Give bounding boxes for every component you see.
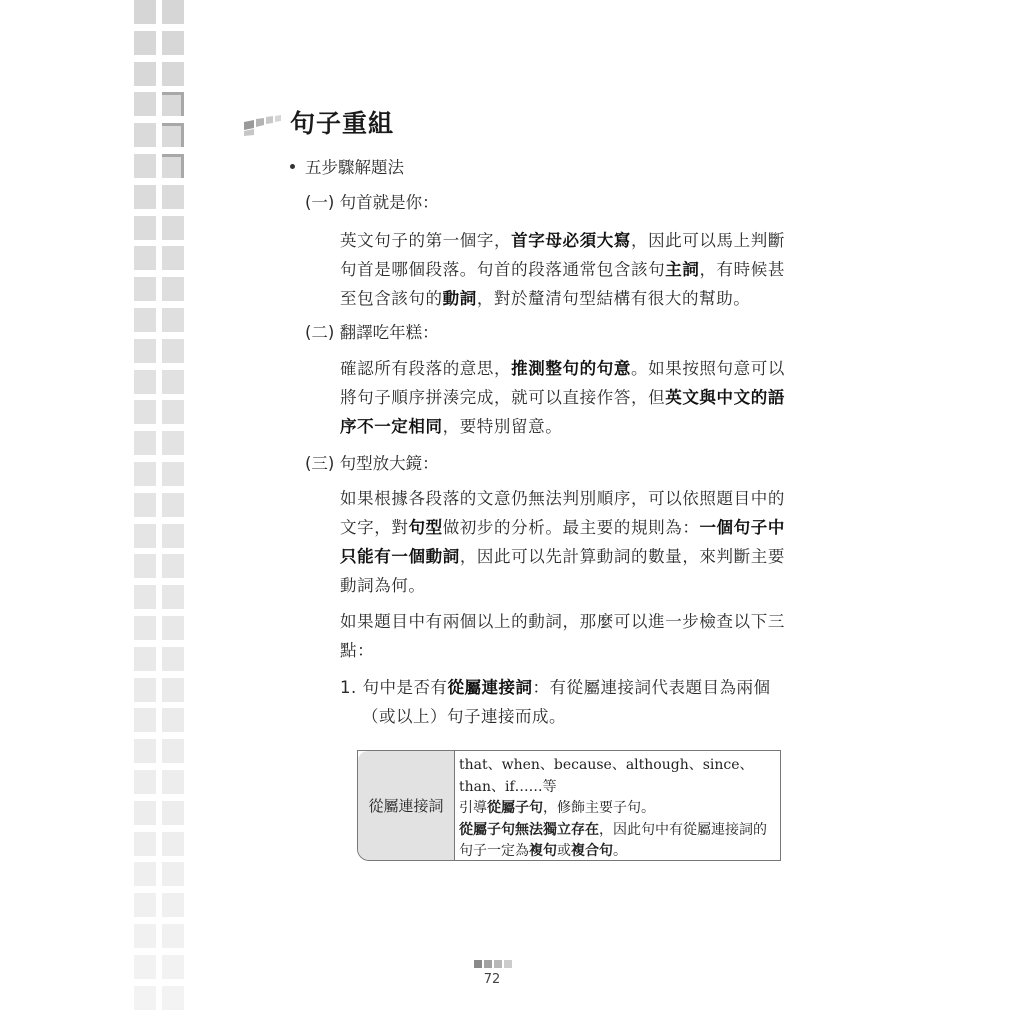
decorative-tile xyxy=(162,893,184,917)
decorative-tile xyxy=(162,739,184,763)
decorative-tile-strip xyxy=(134,0,188,1024)
decorative-tile xyxy=(162,955,184,979)
decorative-tile xyxy=(134,462,156,486)
decorative-tile xyxy=(134,339,156,363)
decorative-tile xyxy=(162,924,184,948)
decorative-tile xyxy=(134,370,156,394)
decorative-tile xyxy=(134,92,156,116)
decorative-tile xyxy=(134,400,156,424)
step-1-heading: (一) 句首就是你： xyxy=(305,193,439,212)
decorative-tile xyxy=(162,801,184,825)
decorative-tile xyxy=(134,770,156,794)
decorative-tile xyxy=(134,277,156,301)
decorative-tile xyxy=(134,31,156,55)
step-1-paragraph: 英文句子的第一個字，首字母必須大寫，因此可以馬上判斷句首是哪個段落。句首的段落通常包含該句主詞，有時候甚至包含該句的動詞，對於釐清句型結構有很大的幫助。 xyxy=(340,231,785,308)
subordinating-conjunction-table xyxy=(357,750,781,861)
table-label-cell: 從屬連接詞 xyxy=(358,751,455,860)
step-3-heading: (三) 句型放大鏡： xyxy=(305,454,439,473)
page-title: 句子重組 xyxy=(290,109,395,138)
table-line-3: 從屬子句無法獨立存在，因此句中有從屬連接詞的句子一定為複句或複合句。 xyxy=(459,821,767,859)
decorative-tile xyxy=(134,585,156,609)
decorative-tile xyxy=(162,493,184,517)
decorative-tile xyxy=(162,647,184,671)
decorative-tile xyxy=(162,216,184,240)
decorative-tile xyxy=(162,0,184,24)
decorative-tile xyxy=(134,924,156,948)
decorative-tile xyxy=(162,616,184,640)
step-3-paragraph: 如果根據各段落的文意仍無法判別順序，可以依照題目中的文字，對句型做初步的分析。最主要的規則為：一個句子中只能有一個動詞，因此可以先計算動詞的數量，來判斷主要動詞為何。 xyxy=(340,489,785,595)
step-2-heading: (二) 翻譯吃年糕： xyxy=(305,323,439,342)
decorative-tile xyxy=(134,832,156,856)
decorative-tile xyxy=(162,277,184,301)
decorative-tile xyxy=(134,647,156,671)
decorative-tile xyxy=(162,770,184,794)
decorative-tile xyxy=(134,616,156,640)
decorative-tile xyxy=(134,246,156,270)
decorative-tile xyxy=(134,893,156,917)
decorative-tile xyxy=(134,154,156,178)
decorative-tile xyxy=(162,862,184,886)
decorative-tile xyxy=(134,431,156,455)
decorative-tile xyxy=(134,524,156,548)
decorative-tile xyxy=(162,185,184,209)
step-2-paragraph: 確認所有段落的意思，推測整句的句意。如果按照句意可以將句子順序拼湊完成，就可以直接作答，但英文與中文的語序不一定相同，要特別留意。 xyxy=(340,359,785,436)
decorative-tile xyxy=(134,955,156,979)
decorative-tile xyxy=(162,585,184,609)
decorative-tile xyxy=(134,123,156,147)
decorative-tile xyxy=(162,123,184,147)
decorative-tile xyxy=(162,92,184,116)
method-heading: 五步驟解題法 xyxy=(305,158,404,177)
decorative-tile xyxy=(162,400,184,424)
check-item-1: 1. 句中是否有從屬連接詞：有從屬連接詞代表題目為兩個（或以上）句子連接而成。 xyxy=(340,678,771,726)
decorative-tile xyxy=(162,678,184,702)
decorative-tile xyxy=(162,524,184,548)
section-title-icon xyxy=(242,110,282,136)
decorative-tile xyxy=(134,62,156,86)
decorative-tile xyxy=(162,308,184,332)
decorative-tile xyxy=(162,462,184,486)
decorative-tile xyxy=(162,431,184,455)
conjunction-list: that、when、because、although、since、than、if……等 xyxy=(459,757,754,795)
decorative-tile xyxy=(162,554,184,578)
table-content-cell xyxy=(455,751,780,860)
decorative-tile xyxy=(162,339,184,363)
decorative-tile xyxy=(162,246,184,270)
table-line-2: 引導從屬子句，修飾主要子句。 xyxy=(459,800,655,816)
page-number: 72 xyxy=(483,972,501,987)
decorative-tile xyxy=(162,708,184,732)
decorative-tile xyxy=(134,216,156,240)
bullet-dot xyxy=(290,164,295,169)
decorative-tile xyxy=(134,0,156,24)
decorative-tile xyxy=(134,554,156,578)
decorative-tile xyxy=(134,801,156,825)
decorative-tile xyxy=(162,986,184,1010)
decorative-tile xyxy=(162,832,184,856)
decorative-tile xyxy=(134,678,156,702)
decorative-tile xyxy=(134,986,156,1010)
decorative-tile xyxy=(162,31,184,55)
decorative-tile xyxy=(134,493,156,517)
decorative-tile xyxy=(162,62,184,86)
decorative-tile xyxy=(134,308,156,332)
decorative-tile xyxy=(134,739,156,763)
decorative-tile xyxy=(134,708,156,732)
decorative-tile xyxy=(162,370,184,394)
step-3-paragraph-2: 如果題目中有兩個以上的動詞，那麼可以進一步檢查以下三點： xyxy=(340,612,785,660)
footer-decoration xyxy=(474,960,514,969)
decorative-tile xyxy=(134,185,156,209)
decorative-tile xyxy=(134,862,156,886)
decorative-tile xyxy=(162,154,184,178)
